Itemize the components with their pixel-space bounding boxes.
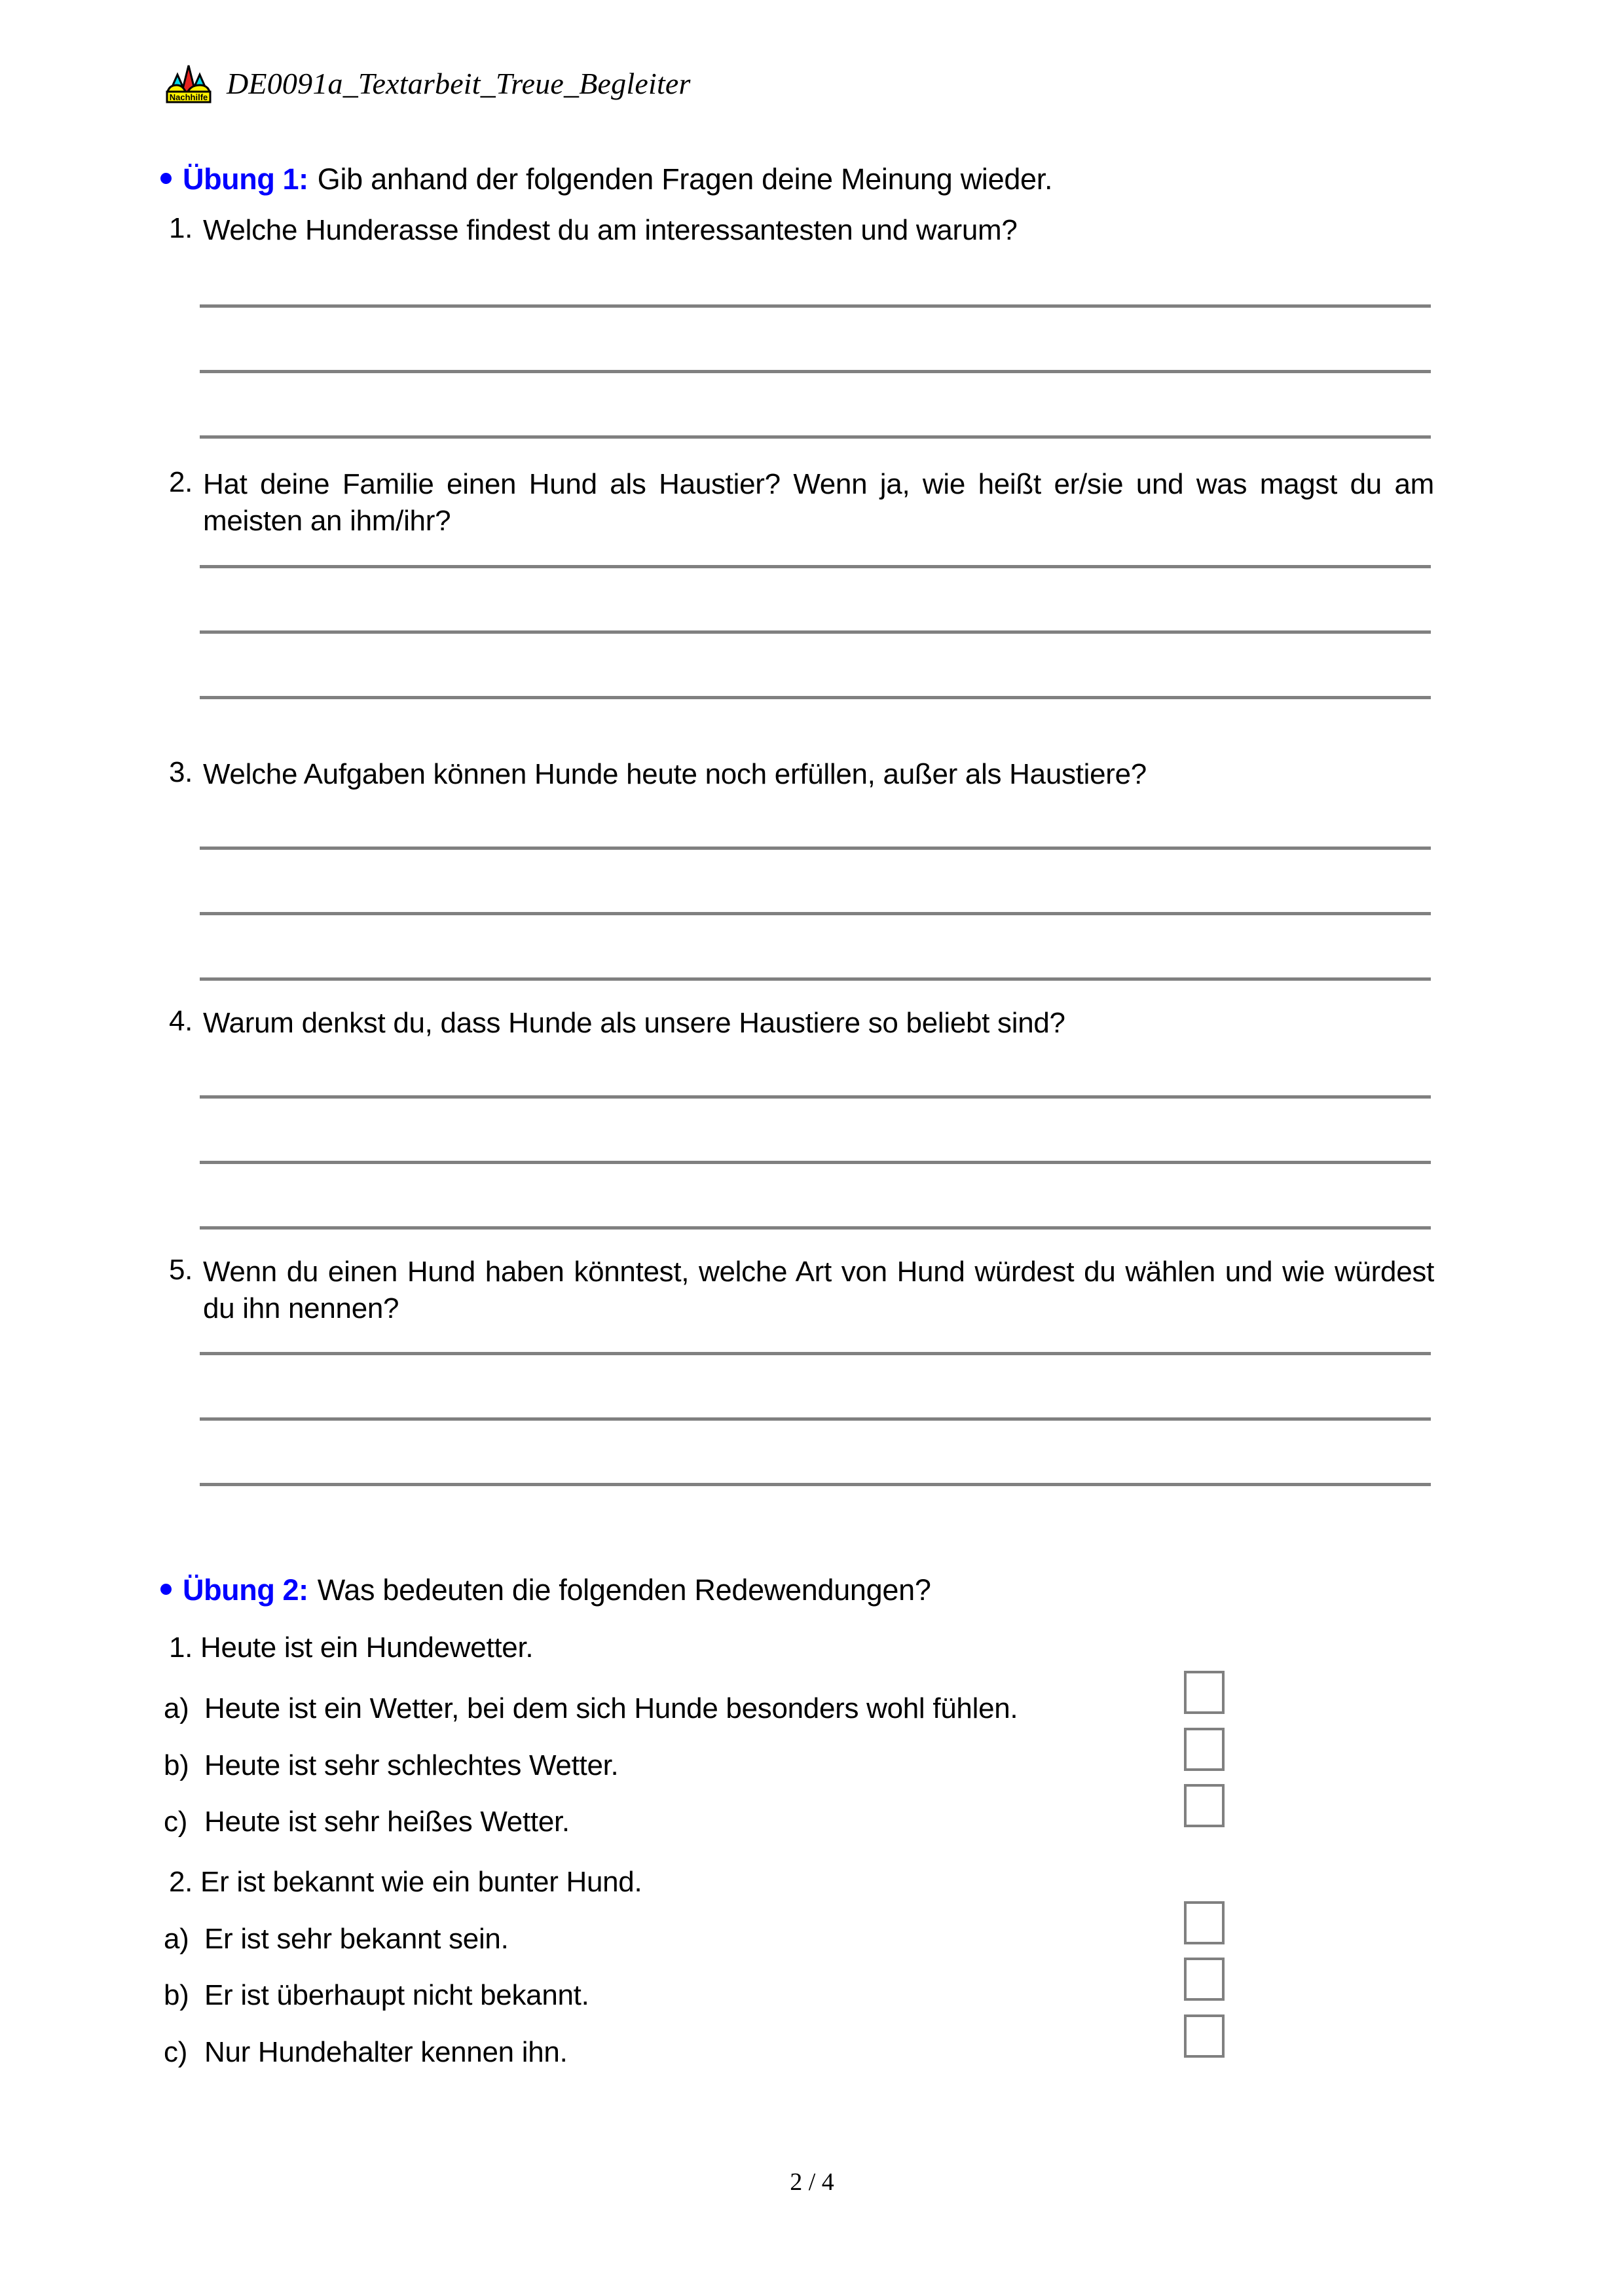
answer-line[interactable]	[200, 1352, 1431, 1355]
idiom-2-text: Er ist bekannt wie ein bunter Hund.	[200, 1866, 642, 1898]
answer-lines-question-2	[200, 565, 1431, 699]
option-1b-text: Heute ist sehr schlechtes Wetter.	[204, 1749, 619, 1781]
question-5-text: Wenn du einen Hund haben könntest, welche Art von Hund würdest du wählen und wie würdest du ihn nennen?	[203, 1256, 1434, 1324]
question-1-number: 1.	[169, 212, 193, 244]
question-2-number: 2.	[169, 466, 193, 498]
option-1b-letter: b)	[164, 1749, 189, 1781]
checkbox-2c[interactable]	[1184, 2014, 1225, 2058]
idiom-1-text: Heute ist ein Hundewetter.	[200, 1631, 534, 1664]
idiom-2-number: 2.	[169, 1866, 193, 1898]
exercise-2-prompt: Was bedeuten die folgenden Redewendungen?	[317, 1573, 931, 1607]
question-1-text: Welche Hunderasse findest du am interessantesten und warum?	[203, 214, 1018, 246]
answer-line[interactable]	[200, 1095, 1431, 1099]
answer-line[interactable]	[200, 1161, 1431, 1164]
option-2c-text: Nur Hundehalter kennen ihn.	[204, 2036, 568, 2068]
checkbox-1c[interactable]	[1184, 1784, 1225, 1827]
question-3-number: 3.	[169, 756, 193, 788]
question-4	[169, 1005, 1434, 1042]
option-2b-letter: b)	[164, 1979, 189, 2011]
answer-line[interactable]	[200, 912, 1431, 915]
option-1a-letter: a)	[164, 1692, 189, 1724]
bullet-icon	[160, 173, 172, 184]
option-1c-text: Heute ist sehr heißes Wetter.	[204, 1806, 570, 1838]
option-1a-text: Heute ist ein Wetter, bei dem sich Hunde besonders wohl fühlen.	[204, 1692, 1018, 1724]
option-1c[interactable]	[164, 1806, 1228, 1838]
answer-line[interactable]	[200, 1483, 1431, 1486]
answer-line[interactable]	[200, 847, 1431, 850]
option-1b[interactable]	[164, 1749, 1228, 1782]
answer-line[interactable]	[200, 435, 1431, 439]
option-2c-letter: c)	[164, 2036, 188, 2068]
answer-lines-question-4	[200, 1095, 1431, 1230]
answer-line[interactable]	[200, 630, 1431, 634]
answer-lines-question-3	[200, 847, 1431, 981]
option-2c[interactable]	[164, 2036, 1228, 2069]
question-4-text: Warum denkst du, dass Hunde als unsere Haustiere so beliebt sind?	[203, 1007, 1065, 1039]
answer-lines-question-5	[200, 1352, 1431, 1486]
page-header	[165, 63, 691, 103]
exercise-1-label: Übung 1:	[183, 162, 308, 196]
answer-line[interactable]	[200, 696, 1431, 699]
question-5-number: 5.	[169, 1254, 193, 1286]
answer-line[interactable]	[200, 1417, 1431, 1421]
idiom-1	[169, 1631, 533, 1664]
checkbox-1a[interactable]	[1184, 1671, 1225, 1714]
answer-line[interactable]	[200, 304, 1431, 308]
answer-lines-question-1	[200, 304, 1431, 439]
document-title: DE0091a_Textarbeit_Treue_Begleiter	[227, 66, 691, 100]
answer-line[interactable]	[200, 977, 1431, 981]
bullet-icon	[160, 1584, 172, 1595]
option-2a-text: Er ist sehr bekannt sein.	[204, 1923, 509, 1955]
answer-line[interactable]	[200, 1226, 1431, 1230]
exercise-1-heading	[160, 162, 1052, 196]
question-3-text: Welche Aufgaben können Hunde heute noch erfüllen, außer als Haustiere?	[203, 758, 1147, 790]
checkbox-1b[interactable]	[1184, 1728, 1225, 1771]
answer-line[interactable]	[200, 565, 1431, 568]
question-1	[169, 212, 1434, 249]
nachhilfe-logo-icon	[165, 63, 212, 103]
question-4-number: 4.	[169, 1005, 193, 1037]
option-1a[interactable]	[164, 1692, 1228, 1725]
answer-line[interactable]	[200, 370, 1431, 373]
exercise-1-prompt: Gib anhand der folgenden Fragen deine Meinung wieder.	[317, 162, 1053, 196]
exercise-2-heading	[160, 1573, 931, 1607]
question-2	[169, 466, 1434, 539]
question-3	[169, 756, 1434, 793]
option-2b-text: Er ist überhaupt nicht bekannt.	[204, 1979, 589, 2011]
checkbox-2b[interactable]	[1184, 1958, 1225, 2001]
option-1c-letter: c)	[164, 1806, 188, 1838]
option-2a-letter: a)	[164, 1923, 189, 1955]
exercise-2-label: Übung 2:	[183, 1573, 308, 1607]
page-footer: 2 / 4	[790, 2168, 834, 2196]
option-2b[interactable]	[164, 1979, 1228, 2012]
question-5	[169, 1254, 1434, 1327]
checkbox-2a[interactable]	[1184, 1901, 1225, 1944]
svg-text:Nachhilfe: Nachhilfe	[169, 92, 208, 102]
idiom-1-number: 1.	[169, 1631, 193, 1664]
option-2a[interactable]	[164, 1923, 1228, 1956]
idiom-2	[169, 1866, 642, 1899]
question-2-text: Hat deine Familie einen Hund als Haustier? Wenn ja, wie heißt er/sie und was magst du am meisten an ihm/ihr?	[203, 468, 1434, 537]
